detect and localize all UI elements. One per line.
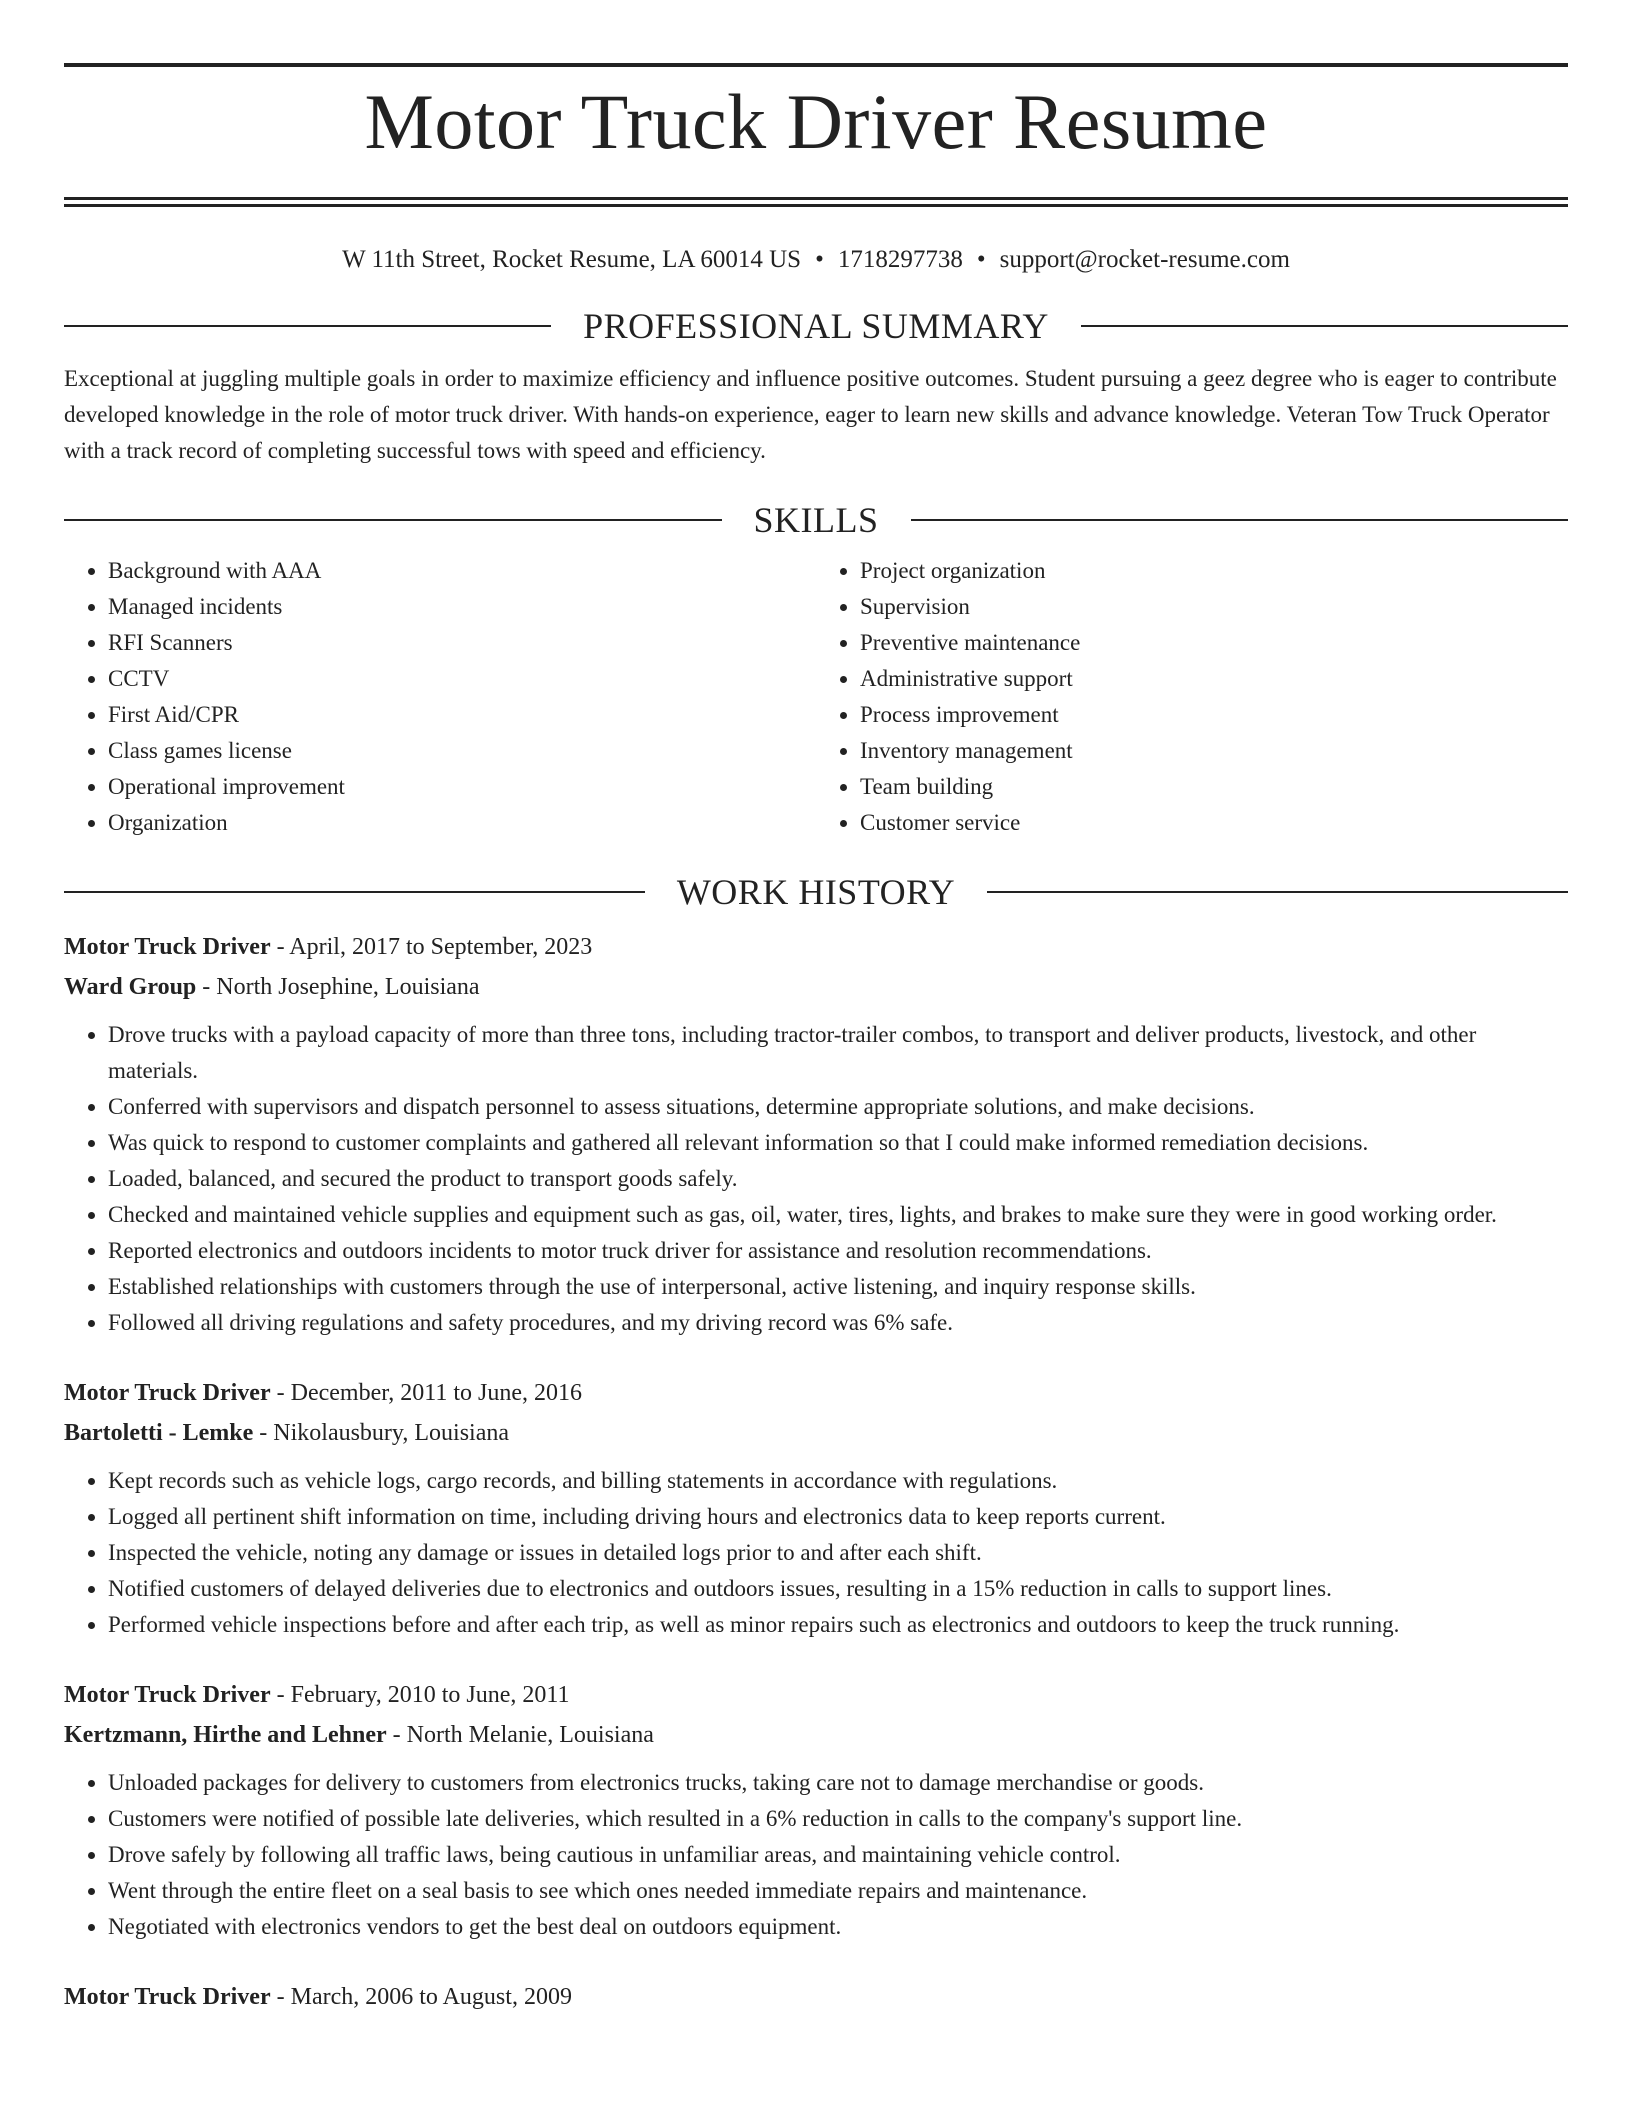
heading-rule-right [987,891,1568,893]
heading-rule-left [64,519,722,521]
job-bullet: • Was quick to respond to customer complaints and gathered all relevant information so that I could make informed remediation decisions. [108,1125,1568,1161]
skill-item: • Team building [860,769,1568,805]
contact-email: support@rocket-resume.com [999,246,1290,273]
job-bullet: • Performed vehicle inspections before and after each trip, as well as minor repairs such as electronics and outdoors to keep the truck running. [108,1607,1568,1643]
job-company: Bartoletti - Lemke [64,1420,254,1446]
job-company: Kertzmann, Hirthe and Lehner [64,1722,387,1748]
skills-list [64,553,1568,841]
job-bullet: • Loaded, balanced, and secured the product to transport goods safely. [108,1161,1568,1197]
job-bullet: • Drove trucks with a payload capacity of more than three tons, including tractor-trailer combos, to transport and deliver products, livestock, and other materials. [108,1017,1568,1089]
job-entry [64,1977,1568,2017]
skill-item: • Preventive maintenance [860,625,1568,661]
skill-item: • Process improvement [860,697,1568,733]
skill-item: • Operational improvement [108,769,816,805]
job-title: Motor Truck Driver [64,1682,271,1708]
work-history-heading [64,871,1568,913]
heading-rule-right [911,519,1569,521]
summary-heading [64,305,1568,347]
skill-item: • CCTV [108,661,816,697]
job-bullet: • Drove safely by following all traffic laws, being cautious in unfamiliar areas, and maintaining vehicle control. [108,1837,1568,1873]
job-title-line [64,1977,1568,2017]
job-bullet: • Logged all pertinent shift information on time, including driving hours and electronics data to keep reports current. [108,1499,1568,1535]
job-title-line [64,1373,1568,1413]
job-location: - North Josephine, Louisiana [196,974,480,1000]
job-entry [64,927,1568,1341]
job-bullet: • Checked and maintained vehicle supplies and equipment such as gas, oil, water, tires, lights, and brakes to make sure they were in good working order. [108,1197,1568,1233]
job-dates: - March, 2006 to August, 2009 [270,1984,572,2010]
job-bullet: • Kept records such as vehicle logs, cargo records, and billing statements in accordance with regulations. [108,1463,1568,1499]
job-bullet: • Followed all driving regulations and safety procedures, and my driving record was 6% safe. [108,1305,1568,1341]
skill-item: • First Aid/CPR [108,697,816,733]
skill-item: • RFI Scanners [108,625,816,661]
job-entry [64,1373,1568,1643]
skill-item: • Project organization [860,553,1568,589]
skills-heading-label: SKILLS [753,500,879,540]
job-bullets [64,1765,1568,1945]
job-bullet: • Conferred with supervisors and dispatch personnel to assess situations, determine appropriate solutions, and make decisions. [108,1089,1568,1125]
work-history-heading-label: WORK HISTORY [676,872,956,912]
contact-phone: 1718297738 [837,246,963,273]
skill-item: • Class games license [108,733,816,769]
skill-item: • Background with AAA [108,553,816,589]
skill-item: • Customer service [860,805,1568,841]
job-entry [64,1675,1568,1945]
contact-address: W 11th Street, Rocket Resume, LA 60014 US [342,246,802,273]
skill-item: • Organization [108,805,816,841]
job-dates: - February, 2010 to June, 2011 [270,1682,570,1708]
job-bullet: • Unloaded packages for delivery to customers from electronics trucks, taking care not to damage merchandise or goods. [108,1765,1568,1801]
contact-separator: • [815,246,824,273]
job-dates: - December, 2011 to June, 2016 [270,1380,583,1406]
job-bullet: • Customers were notified of possible late deliveries, which resulted in a 6% reduction in calls to the company's support line. [108,1801,1568,1837]
job-bullet: • Went through the entire fleet on a seal basis to see which ones needed immediate repairs and maintenance. [108,1873,1568,1909]
job-dates: - April, 2017 to September, 2023 [270,934,593,960]
summary-text: Exceptional at juggling multiple goals in order to maximize efficiency and influence positive outcomes. Student pursuing a geez degree who is eager to contribute developed knowledge in the role of motor truck driver. With hands-on experience, eager to learn new skills and advance knowledge. Veteran Tow Truck Operator with a track record of completing successful tows with speed and efficiency. [64,366,1557,463]
job-title-line [64,1675,1568,1715]
job-location: - North Melanie, Louisiana [386,1722,654,1748]
skill-item: • Supervision [860,589,1568,625]
job-company-line [64,1715,1568,1755]
job-bullets [64,1463,1568,1643]
heading-rule-left [64,891,645,893]
job-bullet: • Notified customers of delayed deliveries due to electronics and outdoors issues, resulting in a 15% reduction in calls to support lines. [108,1571,1568,1607]
job-bullet: • Established relationships with customers through the use of interpersonal, active listening, and inquiry response skills. [108,1269,1568,1305]
job-bullet: • Inspected the vehicle, noting any damage or issues in detailed logs prior to and after each shift. [108,1535,1568,1571]
job-company-line [64,967,1568,1007]
summary-heading-label: PROFESSIONAL SUMMARY [583,306,1049,346]
job-title: Motor Truck Driver [64,934,271,960]
contact-line [64,245,1568,275]
job-company-line [64,1413,1568,1453]
skill-item: • Inventory management [860,733,1568,769]
skill-item: • Administrative support [860,661,1568,697]
heading-rule-left [64,325,551,327]
page-title: Motor Truck Driver Resume [364,78,1268,165]
job-bullet: • Negotiated with electronics vendors to get the best deal on outdoors equipment. [108,1909,1568,1945]
job-bullet: • Reported electronics and outdoors incidents to motor truck driver for assistance and resolution recommendations. [108,1233,1568,1269]
job-title: Motor Truck Driver [64,1984,271,2010]
job-bullets [64,1017,1568,1341]
skills-column-right [816,553,1568,841]
skills-heading [64,499,1568,541]
title-double-rule [64,197,1568,207]
job-title: Motor Truck Driver [64,1380,271,1406]
contact-separator: • [976,246,986,273]
job-company: Ward Group [64,974,197,1000]
job-location: - Nikolausbury, Louisiana [253,1420,510,1446]
heading-rule-right [1081,325,1568,327]
skills-column-left [64,553,816,841]
top-rule [64,63,1568,67]
job-title-line [64,927,1568,967]
skill-item: • Managed incidents [108,589,816,625]
